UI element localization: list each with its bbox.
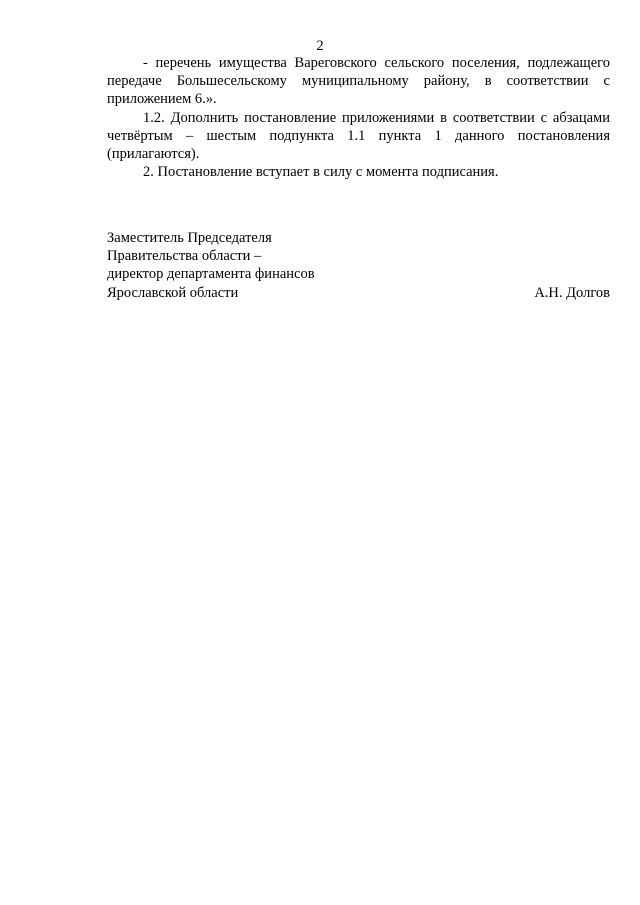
page-number: 2 (316, 38, 324, 54)
signatory-position-line-3: директор департамента финансов (107, 266, 315, 283)
paragraph-property-list: - перечень имущества Вареговского сельского поселения, подлежащего передаче Большесельскому муниципальному району, в соответствии с приложением 6.». (107, 55, 610, 108)
signatory-position-line-1: Заместитель Председателя (107, 230, 272, 246)
signatory-position-line-2: Правительства области – (107, 248, 262, 265)
paragraph-item-1-2: 1.2. Дополнить постановление приложениями в соответствии с абзацами четвёртым – шестым подпункта 1.1 пункта 1 данного постановления (прилагаются). (107, 109, 610, 163)
document-body (107, 54, 610, 181)
signature-block (107, 229, 610, 302)
signatory-final-row (107, 284, 610, 302)
signatory-name: А.Н. Долгов (534, 284, 610, 301)
signatory-position-line-4: Ярославской области (107, 284, 239, 301)
paragraph-item-2: 2. Постановление вступает в силу с момента подписания. (143, 164, 499, 181)
